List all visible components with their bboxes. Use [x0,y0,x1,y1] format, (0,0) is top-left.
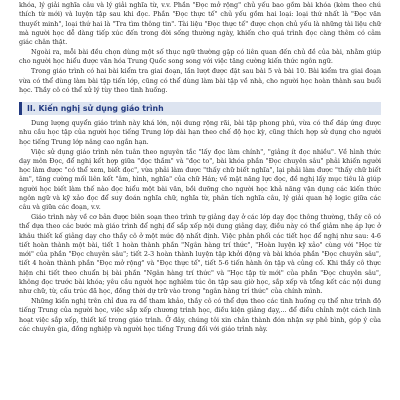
paragraph-top-2: Ngoài ra, mỗi bài đều chọn dùng một số thục ngữ thường gặp có liên quan đến chủ đề của bài, nhằm giúp cho người học hiểu được văn hóa Trung Quốc song song với việc tăng cường kiến thức ngôn ngữ. [19,48,381,66]
paragraph-bottom-1: Dung lượng quyển giáo trình này khá lớn, nội dung rộng rãi, bài tập phong phú, vừa có thể đáp ứng được nhu cầu học tập của người học tiếng Trung lớp dài hạn theo chế độ học kỳ, cũng thích hợp sử dụng cho người học tiếng Trung lớp nâng cao ngắn hạn. [19,119,381,146]
paragraph-top-1: khóa, lý giải nghĩa câu và lý giải nghĩa từ, v.v. Phần "Đọc mở rộng" chủ yếu bao gồm bài khóa (kèm theo chú thích từ mới) và luyện tập sau khi đọc. Phần "Đọc thực tế" chủ yếu gồm hai loại: loại thứ nhất là "Đọc văn thuyết minh", loại thứ hai là "Tra tìm thông tin". Tài liệu "Đọc thực tế" được chọn chủ yếu là những tài liệu chữ mà người học dễ dàng tiếp xúc đến trong đời sống thường ngày, khiến cho quá trình đọc càng thêm có cảm giác chân thật. [19,1,381,46]
section-spacer [19,95,381,100]
paragraph-top-3: Trong giáo trình có hai bài kiểm tra giai đoạn, lần lượt được đặt sau bài 5 và bài 10. Bài kiểm tra giai đoạn vừa có thể dùng làm bài tập tiến lớp, cũng có thể dùng làm bài tập về nhà, cho người học hoàn thành sau buổi học. Thầy cô có thể xử lý tùy theo tình huống. [19,67,381,94]
section-heading [19,102,381,115]
paragraph-bottom-2: Việc sử dụng giáo trình nên tuân theo nguyên tắc "lấy đọc làm chính", "giảng ít đọc nhiều". Về hình thức dạy môn Đọc, để nghị kết hợp giữa "đọc thầm" và "đọc to", bài khóa phần "Đọc chuyên sâu" phải khiến người học làm được "có thể xem, biết đọc", vừa phải làm được "thấy chữ biết nghĩa", lại phải làm được "thấy chữ biết âm", tăng cường mối liên kết "âm, hình, nghĩa" của chữ Hán; về mặt năng lực đọc, đề nghị lấy mục tiêu là giúp người học biết làm thế nào đọc hiểu một bài văn, bồi dưỡng cho người học khả năng vận dụng các kiến thức ngôn ngữ và kỹ xảo đọc để suy đoán nghĩa chữ, nghĩa từ, phân tích nghĩa câu, lý giải quan hệ logic giữa các câu và giữa các đoạn, v.v. [19,147,381,212]
section-heading-text: II. Kiến nghị sử dụng giáo trình [27,104,164,114]
paragraph-bottom-4: Những kiến nghị trên chỉ đưa ra để tham khảo, thầy cô có thể dựa theo các tình huống cụ thể như trình độ tiếng Trung của người học, việc sắp xếp chương trình học, điều kiện giảng dạy,... để điều chỉnh một cách linh hoạt việc sắp xếp, thiết kế trong giáo trình. Ở đây, chúng tôi xin chân thành đón nhận sự phê bình, góp ý của các chuyên gia, đồng nghiệp và người học tiếng Trung đối với giáo trình này. [19,297,381,333]
paragraph-bottom-3: Giáo trình này về cơ bản được biên soạn theo trình tự giảng dạy ở các lớp dạy đọc thông thường, thầy cô có thể dựa theo các bước mà giáo trình để nghị để sắp xếp nội dung giảng dạy, điều này có thể giảm nhẹ áp lực ở khâu thiết kế giảng dạy cho thầy cô ở một mức độ nhất định. Việc phân phối các tiết học để nghị như sau: 4-6 tiết hoàn thành một bài, tiết 1 hoàn thành phần "Ngân hàng trí thức", "Hoàn luyện kỹ xảo" cùng với "Học từ mới" của phần "Đọc chuyên sâu"; tiết 2-3 hoàn thành luyện tập khởi động và bài khóa phần "Đọc chuyên sâu", tiết 4 hoàn thành phần "Đọc mở rộng" và "Đọc thực tế", tiết 5-6 tiến hành ôn tập và củng cố. Khi thầy cô thực hiện chi tiết theo chuẩn bị bài phần "Ngân hàng trí thức" và "Học tập từ mới" của phần "Đọc chuyên sâu", không đọc trước bài khóa; yêu cầu người học nghiêm túc ôn tập sau giờ học, sắp xếp và tổng kết các nội dung như chữ, từ, cấu trúc đã học, đồng thời dự trữ vào trong "ngân hàng trí thức" của chính mình. [19,213,381,296]
